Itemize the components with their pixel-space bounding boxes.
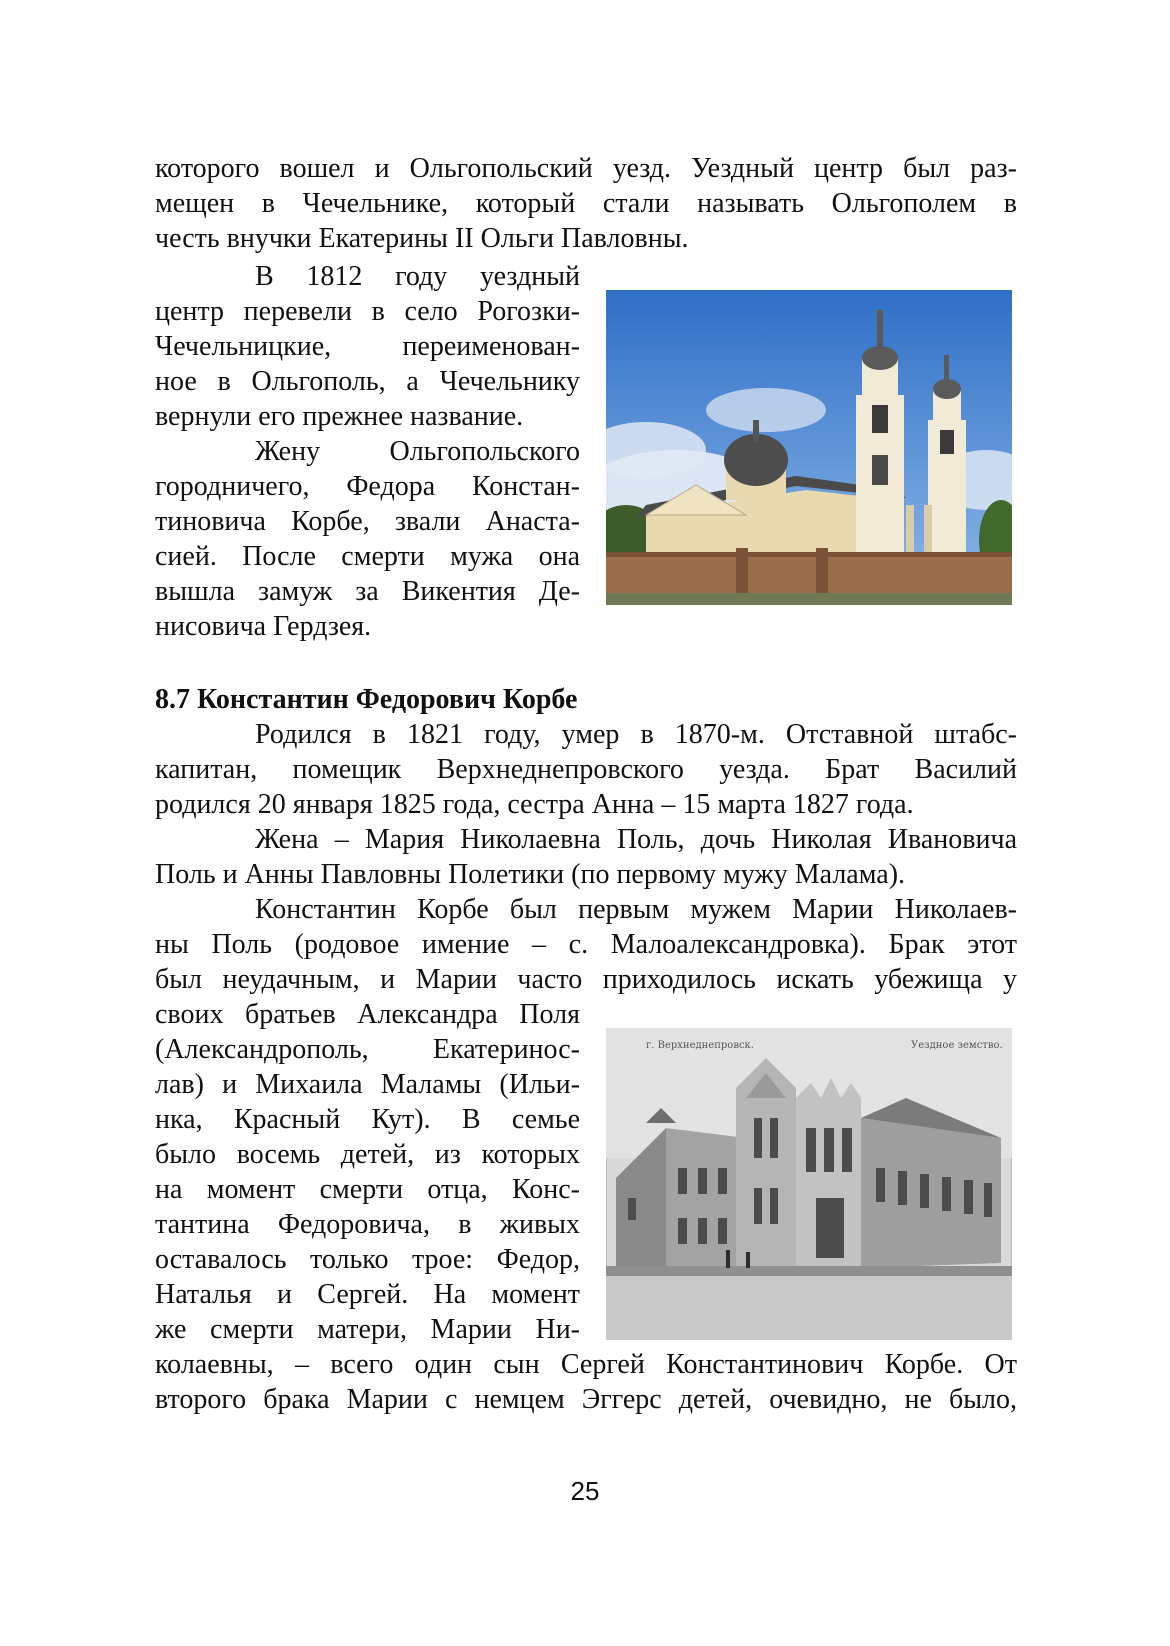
text-line: тиновича Корбе, звали Анаста- <box>155 506 580 537</box>
text-line: ное в Ольгополь, а Чечельнику <box>155 366 580 397</box>
text-line: колаевны, – всего один сын Сергей Константинович Корбе. От <box>155 1349 1017 1380</box>
text-line: Жену Ольгопольского <box>255 436 580 467</box>
church-photo <box>606 290 1012 605</box>
text-line: лав) и Михаила Маламы (Ильи- <box>155 1069 580 1100</box>
text-line: В 1812 году уездный <box>255 261 580 292</box>
text-line: Наталья и Сергей. На момент <box>155 1279 580 1310</box>
text-line: которого вошел и Ольгопольский уезд. Уездный центр был раз- <box>155 153 1017 184</box>
photo-caption-right: Уездное земство. <box>911 1040 1003 1051</box>
text-line: Поль и Анны Павловны Полетики (по первому мужу Малама). <box>155 859 906 890</box>
text-line: своих братьев Александра Поля <box>155 999 580 1030</box>
text-line: Чечельницкие, переименован- <box>155 331 580 362</box>
text-line: центр перевели в село Рогозки- <box>155 296 580 327</box>
text-line: нисовича Гердзея. <box>155 611 372 642</box>
page-number: 25 <box>570 1476 600 1506</box>
text-line: честь внучки Екатерины II Ольги Павловны. <box>155 223 689 254</box>
text-line: второго брака Марии с немцем Эггерс детей, очевидно, не было, <box>155 1384 1017 1415</box>
text-line: (Александрополь, Екатеринос- <box>155 1034 580 1065</box>
zemstvo-building-photo <box>606 1028 1012 1340</box>
text-line: сией. После смерти мужа она <box>155 541 580 572</box>
photo-caption-left: г. Верхнеднепровск. <box>646 1040 754 1051</box>
section-heading: 8.7 Константин Федорович Корбе <box>155 684 578 715</box>
text-line: Жена – Мария Николаевна Поль, дочь Николая Ивановича <box>255 824 1017 855</box>
text-line: был неудачным, и Марии часто приходилось искать убежища у <box>155 964 1017 995</box>
text-line: Родился в 1821 году, умер в 1870-м. Отставной штабс- <box>255 719 1017 750</box>
text-line: оставалось только трое: Федор, <box>155 1244 580 1275</box>
text-line: было восемь детей, из которых <box>155 1139 580 1170</box>
text-line: на момент смерти отца, Конс- <box>155 1174 580 1205</box>
text-line: же смерти матери, Марии Ни- <box>155 1314 580 1345</box>
text-line: городничего, Федора Констан- <box>155 471 580 502</box>
text-line: Константин Корбе был первым мужем Марии Николаев- <box>255 894 1017 925</box>
text-line: ны Поль (родовое имение – с. Малоалександровка). Брак этот <box>155 929 1017 960</box>
text-line: капитан, помещик Верхнеднепровского уезда. Брат Василий <box>155 754 1017 785</box>
text-line: родился 20 января 1825 года, сестра Анна – 15 марта 1827 года. <box>155 789 914 820</box>
text-line: вернули его прежнее название. <box>155 401 524 432</box>
text-line: мещен в Чечельнике, который стали называть Ольгополем в <box>155 188 1017 219</box>
text-line: вышла замуж за Викентия Де- <box>155 576 580 607</box>
text-line: нка, Красный Кут). В семье <box>155 1104 580 1135</box>
text-line: тантина Федоровича, в живых <box>155 1209 580 1240</box>
